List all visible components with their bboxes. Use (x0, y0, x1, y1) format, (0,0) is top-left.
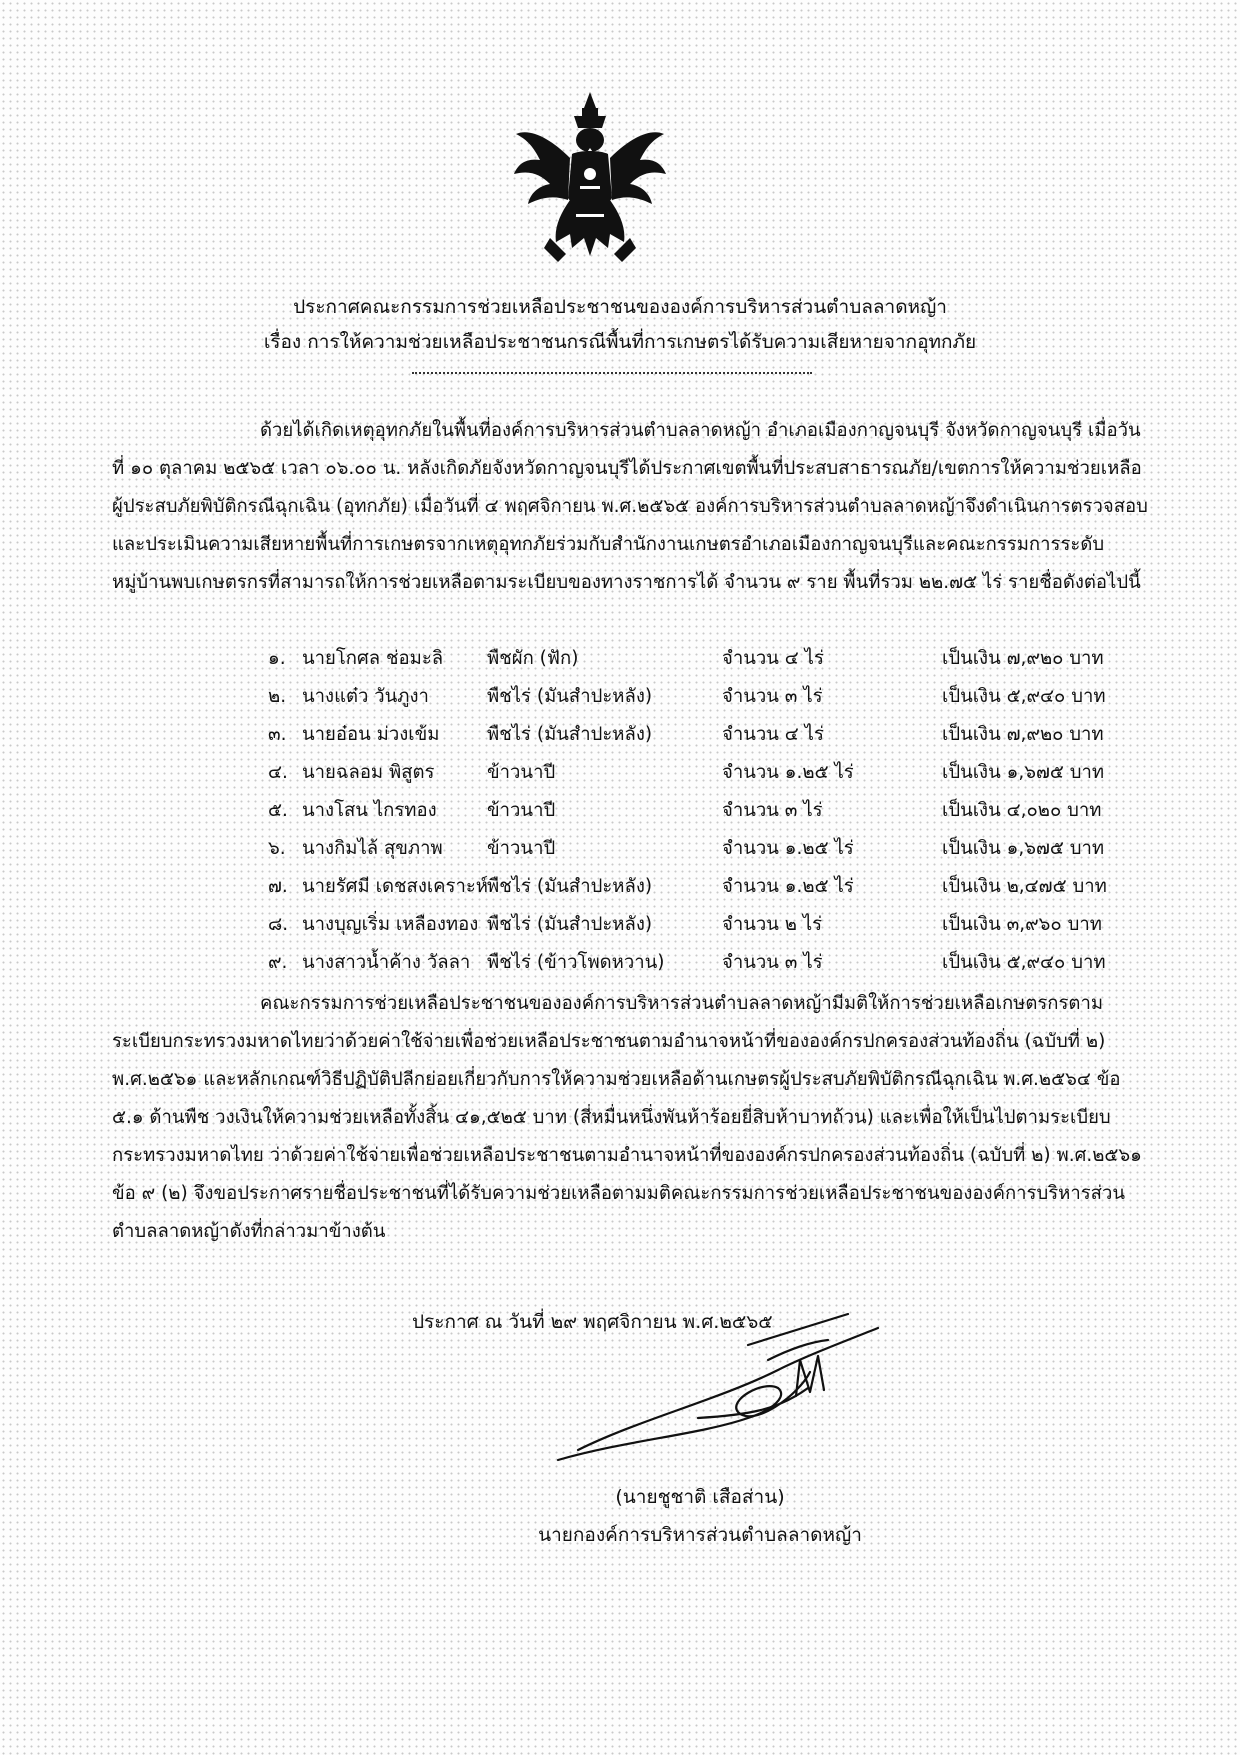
list-item (112, 678, 1162, 716)
recipient-name: นายรัศมี เดชสงเคราะห์ (302, 876, 489, 897)
recipient-name: นายอ๋อน ม่วงเข้ม (302, 724, 440, 745)
recipient-list (112, 640, 1162, 982)
recipient-name: นางสาวน้ำค้าง วัลลา (302, 952, 471, 973)
garuda-emblem-icon (510, 88, 670, 266)
payment-amount: เป็นเงิน ๗,๙๒๐ บาท (942, 724, 1104, 745)
item-number: ๔. (268, 762, 288, 783)
list-item (112, 868, 1162, 906)
area-amount: จำนวน ๔ ไร่ (722, 648, 824, 669)
area-amount: จำนวน ๓ ไร่ (722, 952, 823, 973)
recipient-name: นางแต๋ว วันภูงา (302, 686, 429, 707)
signatory-name: (นายชูชาติ เสือส่าน) (615, 1486, 785, 1508)
body-paragraph-2 (112, 985, 1152, 1251)
recipient-name: นางบุญเริ่ม เหลืองทอง (302, 914, 479, 935)
crop-type: ข้าวนาปี (487, 838, 556, 859)
area-amount: จำนวน ๑.๒๕ ไร่ (722, 876, 854, 897)
crop-type: พืชผัก (ฟัก) (487, 648, 579, 669)
list-item (112, 640, 1162, 678)
area-amount: จำนวน ๑.๒๕ ไร่ (722, 838, 854, 859)
item-number: ๘. (268, 914, 289, 935)
payment-amount: เป็นเงิน ๑,๖๗๕ บาท (942, 762, 1105, 783)
recipient-name: นายฉลอม พิสูตร (302, 762, 435, 783)
crop-type: ข้าวนาปี (487, 800, 556, 821)
item-number: ๗. (268, 876, 288, 897)
item-number: ๑. (268, 648, 286, 669)
payment-amount: เป็นเงิน ๕,๙๔๐ บาท (942, 952, 1106, 973)
list-item (112, 906, 1162, 944)
payment-amount: เป็นเงิน ๑,๖๗๕ บาท (942, 838, 1105, 859)
list-item (112, 716, 1162, 754)
area-amount: จำนวน ๔ ไร่ (722, 724, 824, 745)
item-number: ๖. (268, 838, 286, 859)
list-item (112, 792, 1162, 830)
payment-amount: เป็นเงิน ๔,๐๒๐ บาท (942, 800, 1102, 821)
recipient-name: นางโสน ไกรทอง (302, 800, 437, 821)
area-amount: จำนวน ๓ ไร่ (722, 800, 823, 821)
list-item (112, 754, 1162, 792)
recipient-name: นางกิมไล้ สุขภาพ (302, 838, 443, 859)
payment-amount: เป็นเงิน ๗,๙๒๐ บาท (942, 648, 1104, 669)
crop-type: พืชไร่ (มันสำปะหลัง) (487, 724, 653, 745)
announcement-heading: ประกาศคณะกรรมการช่วยเหลือประชาชนขององค์การบริหารส่วนตำบลลาดหญ้า (293, 296, 947, 318)
list-item (112, 830, 1162, 868)
payment-amount: เป็นเงิน ๕,๙๔๐ บาท (942, 686, 1106, 707)
item-number: ๕. (268, 800, 288, 821)
item-number: ๒. (268, 686, 287, 707)
area-amount: จำนวน ๓ ไร่ (722, 686, 823, 707)
dotted-divider (412, 372, 812, 374)
announcement-date: ประกาศ ณ วันที่ ๒๙ พฤศจิกายน พ.ศ.๒๕๖๕ (412, 1311, 773, 1333)
recipient-name: นายโกศล ช่อมะลิ (302, 648, 444, 669)
crop-type: พืชไร่ (มันสำปะหลัง) (487, 876, 653, 897)
crop-type: พืชไร่ (มันสำปะหลัง) (487, 686, 653, 707)
area-amount: จำนวน ๒ ไร่ (722, 914, 823, 935)
item-number: ๙. (268, 952, 288, 973)
area-amount: จำนวน ๑.๒๕ ไร่ (722, 762, 854, 783)
paragraph-2-text: คณะกรรมการช่วยเหลือประชาชนขององค์การบริหารส่วนตำบลลาดหญ้ามีมติให้การช่วยเหลือเกษตรกรตามระเบียบกระทรวงมหาดไทยว่าด้วยค่าใช้จ่ายเพื่อช่วยเหลือประชาชนตามอำนาจหน้าที่ขององค์กรปกครองส่วนท้องถิ่น (ฉบับที่ ๒) พ.ศ.๒๕๖๑ และหลักเกณฑ์วิธีปฏิบัติปลีกย่อยเกี่ยวกับการให้ความช่วยเหลือด้านเกษตรผู้ประสบภัยพิบัติกรณีฉุกเฉิน พ.ศ.๒๕๖๔ ข้อ ๕.๑ ด้านพืช วงเงินให้ความช่วยเหลือทั้งสิ้น ๔๑,๕๒๕ บาท (สี่หมื่นหนึ่งพันห้าร้อยยี่สิบห้าบาทถ้วน) และเพื่อให้เป็นไปตามระเบียบกระทรวงมหาดไทย ว่าด้วยค่าใช้จ่ายเพื่อช่วยเหลือประชาชนตามอำนาจหน้าที่ขององค์กรปกครองส่วนท้องถิ่น (ฉบับที่ ๒) พ.ศ.๒๕๖๑ ข้อ ๙ (๒) จึงขอประกาศรายชื่อประชาชนที่ได้รับความช่วยเหลือตามมติคณะกรรมการช่วยเหลือประชาชนขององค์การบริหารส่วนตำบลลาดหญ้าดังที่กล่าวมาข้างต้น (112, 993, 1142, 1242)
signature-mark (548, 1300, 888, 1475)
signatory-title: นายกองค์การบริหารส่วนตำบลลาดหญ้า (538, 1524, 862, 1546)
item-number: ๓. (268, 724, 287, 745)
crop-type: พืชไร่ (มันสำปะหลัง) (487, 914, 653, 935)
payment-amount: เป็นเงิน ๒,๔๗๕ บาท (942, 876, 1107, 897)
crop-type: พืชไร่ (ข้าวโพดหวาน) (487, 952, 665, 973)
crop-type: ข้าวนาปี (487, 762, 556, 783)
list-item (112, 944, 1162, 982)
body-paragraph-1 (112, 412, 1152, 602)
payment-amount: เป็นเงิน ๓,๙๖๐ บาท (942, 914, 1102, 935)
paragraph-1-text: ด้วยได้เกิดเหตุอุทกภัยในพื้นที่องค์การบริหารส่วนตำบลลาดหญ้า อำเภอเมืองกาญจนบุรี จังหวัดกาญจนบุรี เมื่อวันที่ ๑๐ ตุลาคม ๒๕๖๕ เวลา ๐๖.๐๐ น. หลังเกิดภัยจังหวัดกาญจนบุรีได้ประกาศเขตพื้นที่ประสบสาธารณภัย/เขตการให้ความช่วยเหลือผู้ประสบภัยพิบัติกรณีฉุกเฉิน (อุทกภัย) เมื่อวันที่ ๔ พฤศจิกายน พ.ศ.๒๕๖๕ องค์การบริหารส่วนตำบลลาดหญ้าจึงดำเนินการตรวจสอบและประเมินความเสียหายพื้นที่การเกษตรจากเหตุอุทกภัยร่วมกับสำนักงานเกษตรอำเภอเมืองกาญจนบุรีและคณะกรรมการระดับหมู่บ้านพบเกษตรกรที่สามารถให้การช่วยเหลือตามระเบียบของทางราชการได้ จำนวน ๙ ราย พื้นที่รวม ๒๒.๗๕ ไร่ รายชื่อดังต่อไปนี้ (112, 420, 1148, 593)
announcement-subject: เรื่อง การให้ความช่วยเหลือประชาชนกรณีพื้นที่การเกษตรได้รับความเสียหายจากอุทกภัย (263, 331, 977, 353)
